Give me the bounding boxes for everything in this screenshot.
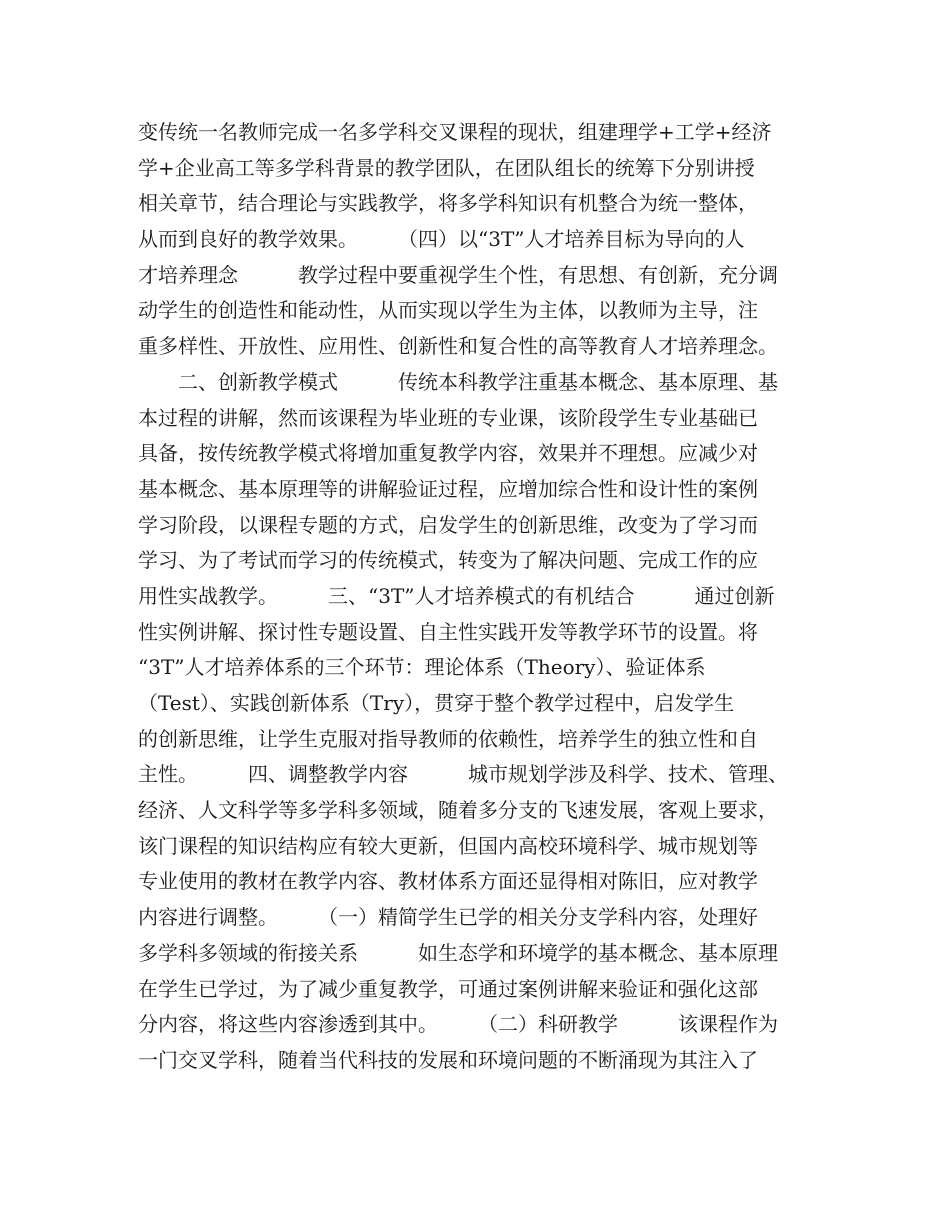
text-line-14: 用性实战教学。 三、“3T”人才培养模式的有机结合 通过创新 [138,583,775,608]
text-line-20: 经济、人文科学等多学科多领域，随着多分支的飞速发展，客观上要求， [138,798,778,823]
text-line-13: 学习、为了考试而学习的传统模式，转变为了解决问题、完成工作的应 [138,548,758,573]
text-line-5: 才培养理念 教学过程中要重视学生个性，有思想、有创新，充分调 [138,262,778,287]
text-line-4: 从而到良好的教学效果。 （四）以“3T”人才培养目标为导向的人 [138,227,745,252]
text-line-10: 具备，按传统教学模式将增加重复教学内容，效果并不理想。应减少对 [138,441,758,466]
text-line-3: 相关章节，结合理论与实践教学，将多学科知识有机整合为统一整体， [138,191,758,216]
text-line-19: 主性。 四、调整教学内容 城市规划学涉及科学、技术、管理、 [138,762,788,787]
text-line-16: “3T”人才培养体系的三个环节：理论体系（Theory）、验证体系 [138,655,706,680]
text-line-7: 重多样性、开放性、应用性、创新性和复合性的高等教育人才培养理念。 [138,334,778,359]
text-line-25: 在学生已学过，为了减少重复教学，可通过案例讲解来验证和强化这部 [138,976,758,1001]
text-line-11: 基本概念、基本原理等的讲解验证过程，应增加综合性和设计性的案例 [138,476,758,501]
text-line-27: 一门交叉学科，随着当代科技的发展和环境问题的不断涌现为其注入了 [138,1047,758,1072]
text-line-15: 性实例讲解、探讨性专题设置、自主性实践开发等教学环节的设置。将 [138,619,758,644]
text-line-23: 内容进行调整。 （一）精简学生已学的相关分支学科内容，处理好 [138,905,758,930]
text-line-24: 多学科多领域的衔接关系 如生态学和环境学的基本概念、基本原理 [138,940,778,965]
text-line-18: 的创新思维，让学生克服对指导教师的依赖性，培养学生的独立性和自 [138,726,758,751]
text-line-2: 学+企业高工等多学科背景的教学团队，在团队组长的统筹下分别讲授 [138,155,755,180]
text-line-8: 二、创新教学模式 传统本科教学注重基本概念、基本原理、基 [138,369,778,394]
text-line-6: 动学生的创造性和能动性，从而实现以学生为主体，以教师为主导，注 [138,298,758,323]
text-line-9: 本过程的讲解，然而该课程为毕业班的专业课，该阶段学生专业基础已 [138,405,758,430]
text-line-22: 专业使用的教材在教学内容、教材体系方面还显得相对陈旧，应对教学 [138,869,758,894]
text-line-26: 分内容，将这些内容渗透到其中。 （二）科研教学 该课程作为 [138,1012,778,1037]
text-line-21: 该门课程的知识结构应有较大更新，但国内高校环境科学、城市规划等 [138,833,758,858]
text-line-1: 变传统一名教师完成一名多学科交叉课程的现状，组建理学+工学+经济 [138,120,772,144]
body-text [138,115,828,1079]
text-line-12: 学习阶段，以课程专题的方式，启发学生的创新思维，改变为了学习而 [138,512,758,537]
text-line-17: （Test）、实践创新体系（Try），贯穿于整个教学过程中，启发学生 [138,691,735,715]
